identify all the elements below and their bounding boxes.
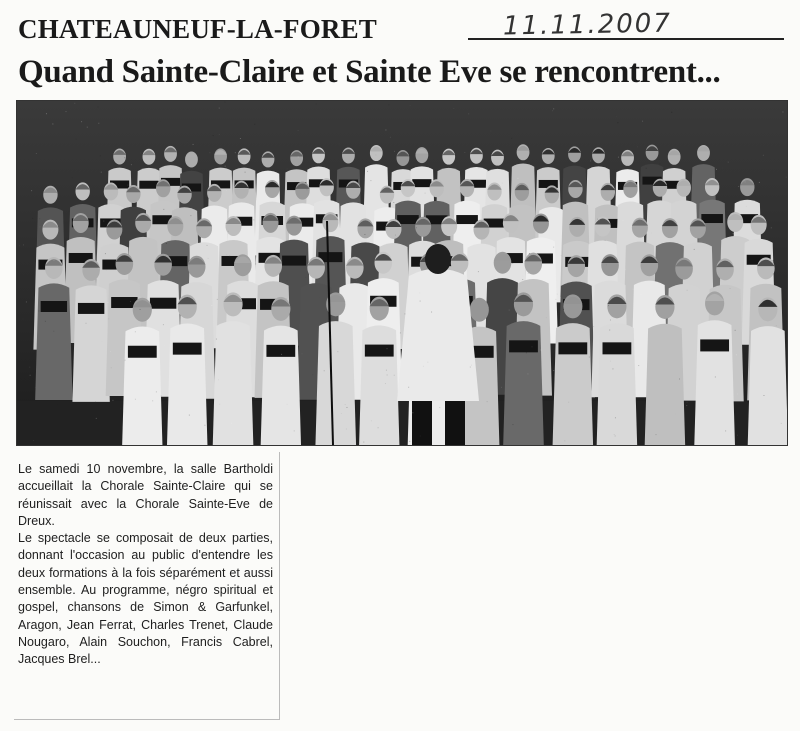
article-paragraph-1: Le samedi 10 novembre, la salle Bartholdi accueillait la Chorale Sainte-Claire qui se réunissait avec la Chorale Sainte-Eve de Dreux.: [18, 462, 273, 528]
choir-photo: [16, 100, 788, 446]
choir-photo-image: [17, 101, 787, 445]
headline: Quand Sainte-Claire et Sainte Eve se rencontrent...: [18, 54, 721, 90]
handwritten-date: 11.11.2007: [502, 8, 673, 42]
location-dateline: CHATEAUNEUF-LA-FORET: [18, 14, 378, 44]
article-body: [18, 461, 273, 669]
article-paragraph-2: Le spectacle se composait de deux parties, donnant l'occasion au public d'entendre les deux formations à la fois séparément et aussi ensemble. Au programme, négro spiritual et gospel, chansons de Simon & Garfunkel, Aragon, Jean Ferrat, Charles Trenet, Claude Nougaro, Alain Souchon, Francis Cabrel, Jacques Brel...: [18, 531, 273, 667]
